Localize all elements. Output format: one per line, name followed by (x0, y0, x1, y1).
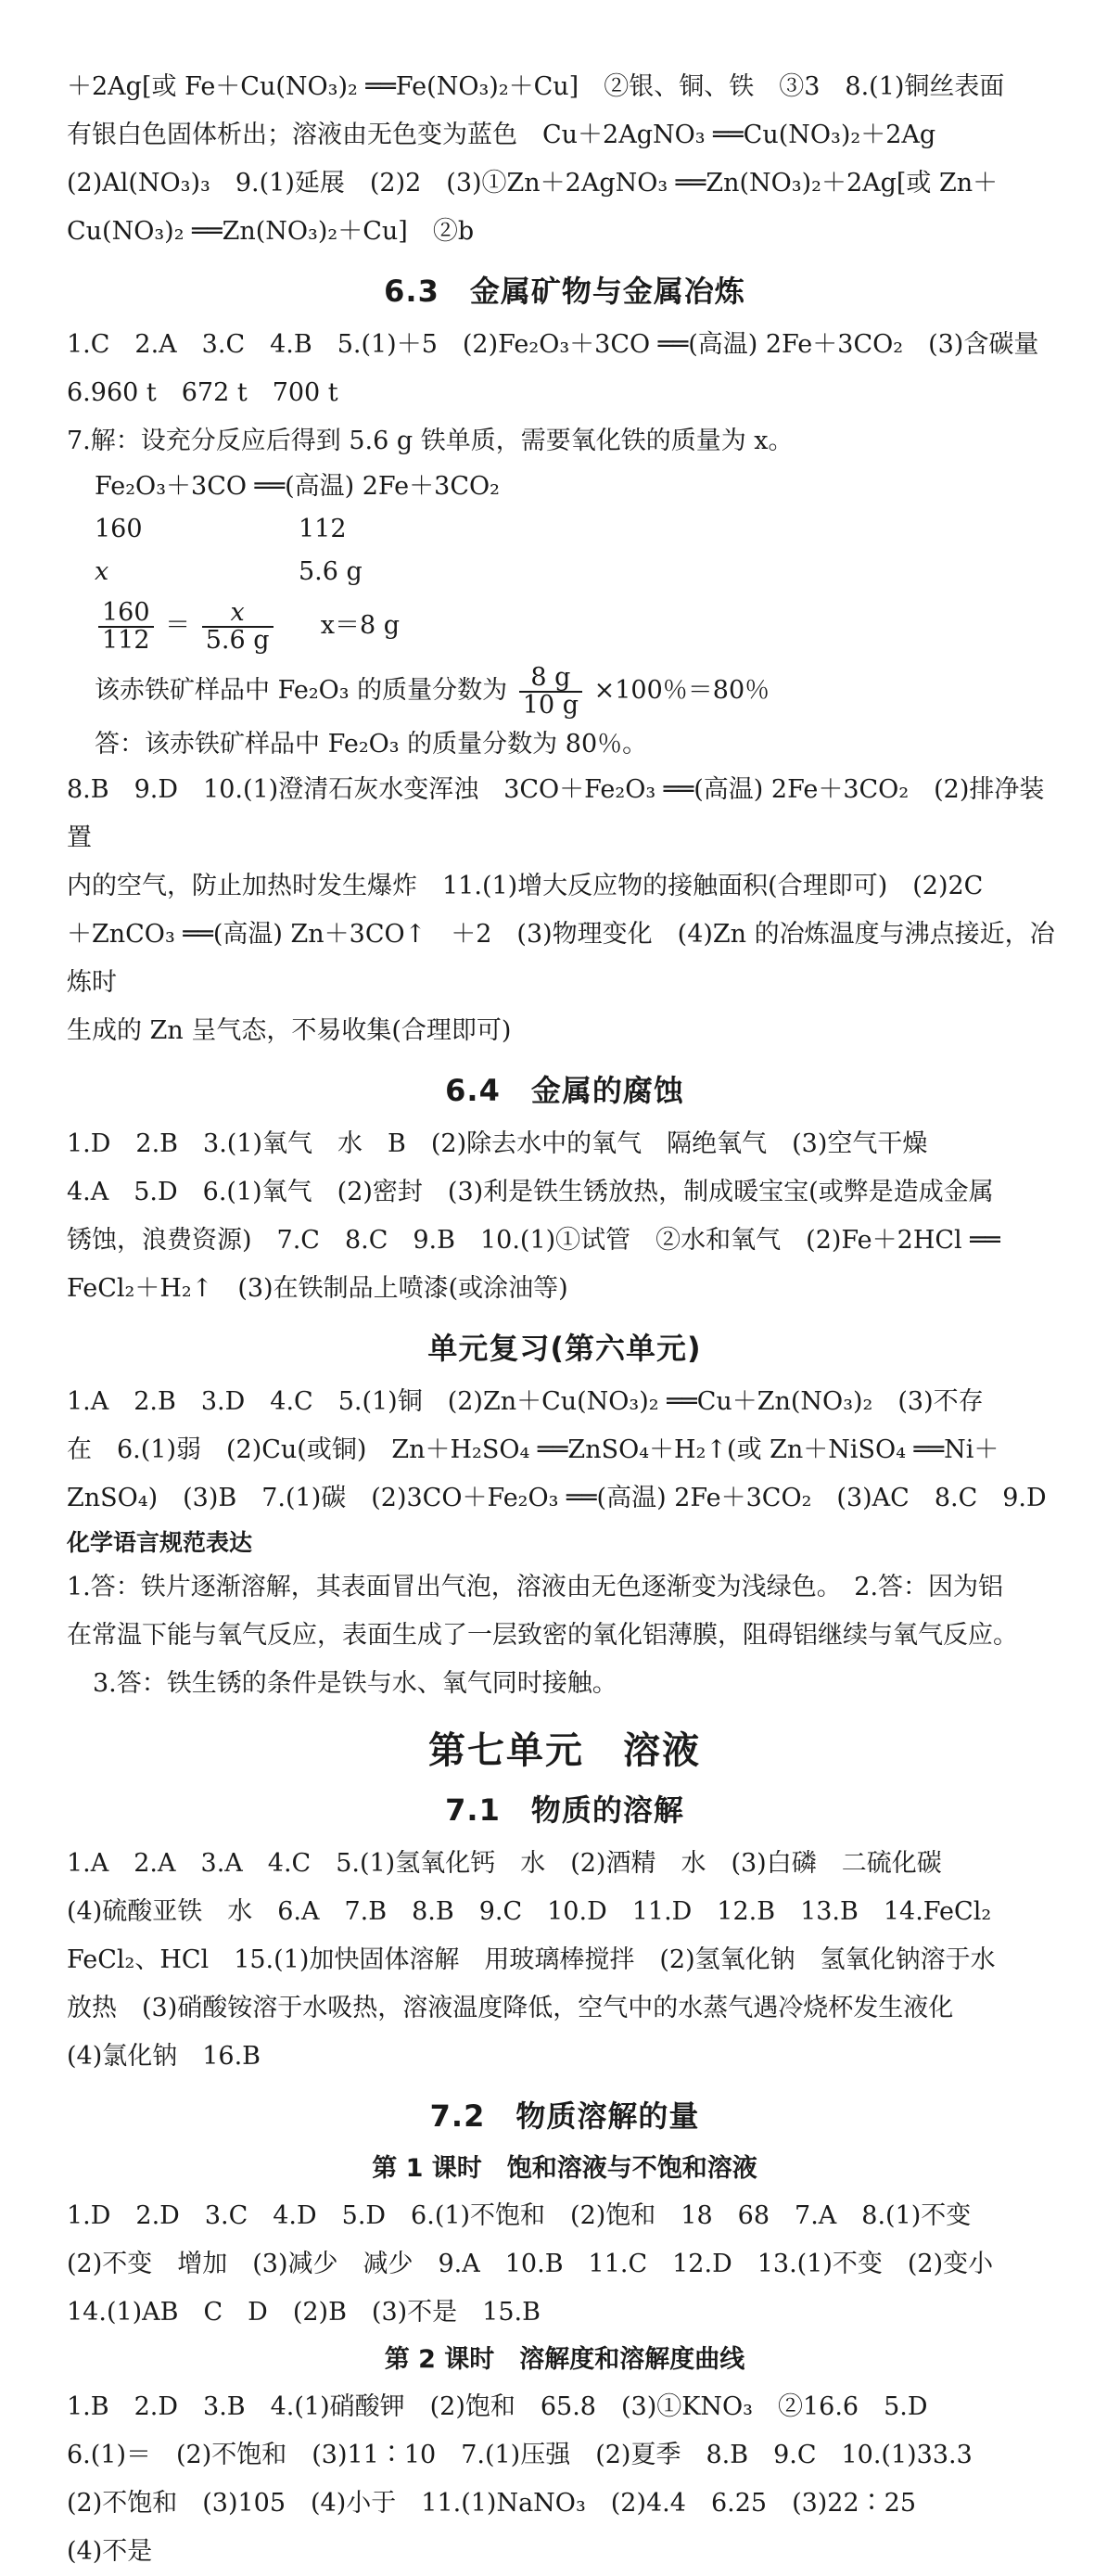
proportion-line (67, 593, 1062, 658)
text-line: 生成的 Zn 呈气态，不易收集(合理即可) (67, 1016, 512, 1045)
calc-value: 5.6 g (299, 557, 363, 586)
mass-fraction-line (67, 658, 1062, 723)
section-title-7-1: 7.1 物质的溶解 (445, 1792, 684, 1828)
section-title-6-4: 6.4 金属的腐蚀 (445, 1073, 684, 1108)
calc-row (67, 508, 1062, 551)
text-line: (2)不饱和 (3)105 (4)小于 11.(1)NaNO₃ (2)4.4 6.25 (3)22∶25 (67, 2489, 917, 2518)
text-line: 7.解：设充分反应后得到 5.6 g 铁单质，需要氧化铁的质量为 x。 (67, 427, 794, 455)
answer-line: 答：该赤铁矿样品中 Fe₂O₃ 的质量分数为 80％。 (95, 730, 648, 759)
text-line: 1.B 2.D 3.B 4.(1)硝酸钾 (2)饱和 65.8 (3)①KNO₃ ②16.6 5.D (67, 2392, 928, 2421)
calc-row (67, 551, 1062, 593)
text-line: FeCl₂＋H₂↑ (3)在铁制品上喷漆(或涂油等) (67, 1274, 568, 1303)
denominator: 5.6 g (205, 625, 270, 655)
text-line: 1.A 2.B 3.D 4.C 5.(1)铜 (2)Zn＋Cu(NO₃)₂ ══Cu＋Zn(NO₃)₂ (3)不存 (67, 1387, 984, 1416)
calc-value: x (95, 557, 109, 586)
lesson-title-2: 第 2 课时 溶解度和溶解度曲线 (384, 2345, 745, 2374)
numerator: 8 g (519, 665, 582, 693)
text-line: 有银白色固体析出；溶液由无色变为蓝色 Cu＋2AgNO₃ ══Cu(NO₃)₂＋2Ag (67, 121, 936, 149)
text-line: (4)氯化钠 16.B (67, 2042, 261, 2071)
text-line: Cu(NO₃)₂ ══Zn(NO₃)₂＋Cu] ②b (67, 217, 475, 246)
text-line: ＋ZnCO₃ ══(高温) Zn＋3CO↑ ＋2 (3)物理变化 (4)Zn 的冶炼温度与沸点接近，冶炼时 (67, 920, 1055, 997)
text-line: 1.D 2.D 3.C 4.D 5.D 6.(1)不饱和 (2)饱和 18 68 7.A 8.(1)不变 (67, 2201, 972, 2230)
text-line: 6.(1)＝ (2)不饱和 (3)11∶10 7.(1)压强 (2)夏季 8.B 9.C 10.(1)33.3 (67, 2441, 973, 2469)
text-line: 在 6.(1)弱 (2)Cu(或铜) Zn＋H₂SO₄ ══ZnSO₄＋H₂↑(或 Zn＋NiSO₄ ══Ni＋ (67, 1435, 999, 1464)
calc-equation: Fe₂O₃＋3CO ══(高温) 2Fe＋3CO₂ (95, 472, 500, 501)
denominator: 10 g (522, 690, 579, 720)
text-line: 1.答：铁片逐渐溶解，其表面冒出气泡，溶液由无色逐渐变为浅绿色。 2.答：因为铝 (67, 1573, 1004, 1601)
text-line: ZnSO₄) (3)B 7.(1)碳 (2)3CO＋Fe₂O₃ ══(高温) 2Fe＋3CO₂ (3)AC 8.C 9.D (67, 1484, 1047, 1512)
text: ×100％＝80％ (593, 676, 770, 705)
text-line: 1.D 2.B 3.(1)氧气 水 B (2)除去水中的氧气 隔绝氧气 (3)空气干燥 (67, 1129, 928, 1158)
section-title-6-3: 6.3 金属矿物与金属冶炼 (384, 274, 745, 309)
text-line: 14.(1)AB C D (2)B (3)不是 15.B (67, 2298, 541, 2327)
text-line: (2)Al(NO₃)₃ 9.(1)延展 (2)2 (3)①Zn＋2AgNO₃ ══Zn(NO₃)₂＋2Ag[或 Zn＋ (67, 169, 999, 198)
text-line: 内的空气，防止加热时发生爆炸 11.(1)增大反应物的接触面积(合理即可) (2)2C (67, 872, 984, 900)
section-title-7-2: 7.2 物质溶解的量 (429, 2098, 700, 2134)
section-title-review: 单元复习(第六单元) (427, 1331, 702, 1366)
text-line: ＋2Ag[或 Fe＋Cu(NO₃)₂ ══Fe(NO₃)₂＋Cu] ②银、铜、铁 ③3 8.(1)铜丝表面 (67, 72, 1005, 101)
text-line: 锈蚀，浪费资源) 7.C 8.C 9.B 10.(1)①试管 ②水和氧气 (2)Fe＋2HCl ══ (67, 1226, 1000, 1255)
calc-value: 160 (95, 515, 143, 543)
text-line: (4)不是 (67, 2537, 153, 2566)
text-line: 3.答：铁生锈的条件是铁与水、氧气同时接触。 (93, 1669, 617, 1698)
lesson-title-1: 第 1 课时 饱和溶液与不饱和溶液 (372, 2154, 757, 2183)
result: x＝8 g (320, 611, 401, 640)
text-line: 在常温下能与氧气反应，表面生成了一层致密的氧化铝薄膜，阻碍铝继续与氧气反应。 (67, 1621, 1018, 1650)
subheading-language: 化学语言规范表达 (67, 1529, 253, 1556)
calc-value: 112 (299, 515, 347, 543)
text-line: 1.A 2.A 3.A 4.C 5.(1)氢氧化钙 水 (2)酒精 水 (3)白磷 二硫化碳 (67, 1849, 942, 1878)
text: 该赤铁矿样品中 Fe₂O₃ 的质量分数为 (95, 676, 508, 705)
text-line: FeCl₂、HCl 15.(1)加快固体溶解 用玻璃棒搅拌 (2)氢氧化钠 氢氧化钠溶于水 (67, 1945, 996, 1974)
numerator: 160 (98, 600, 154, 628)
fraction (202, 597, 274, 655)
fraction (98, 597, 154, 655)
text-line: 放热 (3)硝酸铵溶于水吸热，溶液温度降低，空气中的水蒸气遇冷烧杯发生液化 (67, 1994, 954, 2022)
fraction (519, 662, 582, 720)
text-line: 6.960 t 672 t 700 t (67, 378, 338, 407)
text-line: (2)不变 增加 (3)减少 减少 9.A 10.B 11.C 12.D 13.(1)不变 (2)变小 (67, 2250, 994, 2278)
text-line: 4.A 5.D 6.(1)氧气 (2)密封 (3)利是铁生锈放热，制成暖宝宝(或弊是造成金属 (67, 1178, 994, 1206)
text-line: (4)硫酸亚铁 水 6.A 7.B 8.B 9.C 10.D 11.D 12.B 13.B 14.FeCl₂ (67, 1897, 992, 1926)
text-line: 8.B 9.D 10.(1)澄清石灰水变浑浊 3CO＋Fe₂O₃ ══(高温) 2Fe＋3CO₂ (2)排净装置 (67, 775, 1045, 852)
equals-sign: ＝ (165, 611, 191, 640)
numerator: x (202, 600, 274, 628)
denominator: 112 (102, 625, 150, 655)
text-line: 1.C 2.A 3.C 4.B 5.(1)＋5 (2)Fe₂O₃＋3CO ══(高温) 2Fe＋3CO₂ (3)含碳量 (67, 330, 1039, 359)
unit-title-7: 第七单元 溶液 (428, 1729, 701, 1772)
